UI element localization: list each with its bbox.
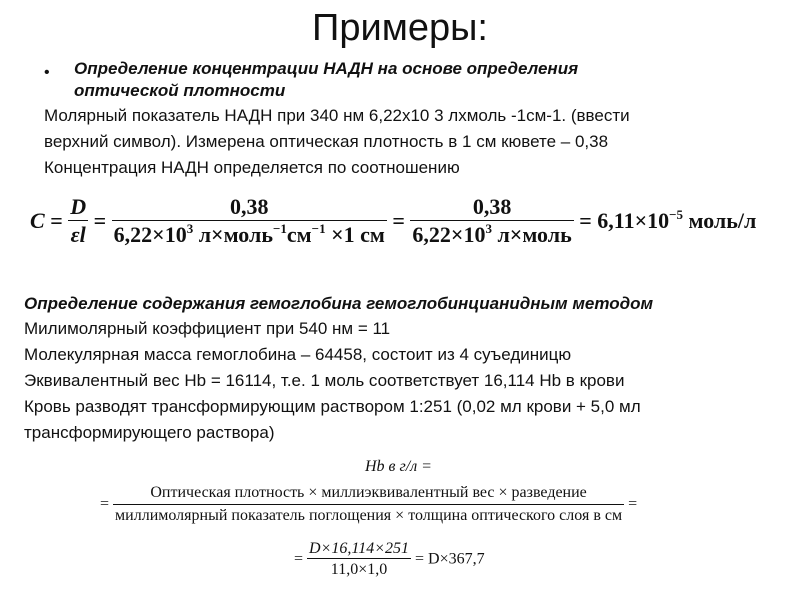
nadh-formula — [30, 194, 756, 248]
nadh-line2: верхний символ). Измерена оптическая плотность в 1 см кювете – 0,38 — [44, 132, 609, 151]
formula2-small-den: 11,0×1,0 — [307, 558, 411, 579]
formula2-big-den: миллимолярный показатель поглощения × толщина оптического слоя в см — [113, 504, 624, 525]
formula2-small-num: D×16,114×251 — [309, 540, 409, 557]
f1-frac2-exp: 3 — [186, 221, 194, 236]
formula1-eq2: = — [93, 208, 107, 233]
bullet-icon: • — [44, 64, 50, 81]
f1-frac3-unit: л×моль — [491, 222, 572, 247]
f1-frac2-unit1: л×моль — [193, 222, 273, 247]
formula1-frac2-num: 0,38 — [230, 194, 269, 219]
f1-frac2-unit2: см — [286, 222, 312, 247]
formula1-eq: = — [50, 208, 63, 233]
hb-line2: Молекулярная масса гемоглобина – 64458, состоит из 4 суъединицю — [24, 345, 572, 364]
hb-heading: Определение содержания гемоглобина гемоглобинцианидным методом — [24, 294, 654, 313]
formula1-lhs: C — [30, 208, 45, 233]
hb-line3: Эквивалентный вес Hb = 16114, т.е. 1 моль соответствует 16,114 Hb в крови — [24, 371, 625, 390]
formula1-result — [597, 208, 756, 233]
nadh-heading-line1: Определение концентрации НАДН на основе определения — [74, 59, 579, 78]
f1-result-base: 6,11×10 — [597, 208, 670, 233]
formula1-frac3 — [410, 194, 573, 248]
f1-frac2-exp3: −1 — [311, 221, 326, 236]
formula2-eq: = — [100, 495, 110, 513]
formula2-result: = D×367,7 — [415, 550, 485, 568]
nadh-line3: Концентрация НАДН определяется по соотношению — [44, 158, 460, 177]
formula1-frac2 — [112, 194, 387, 248]
formula2-eq2: = — [294, 550, 304, 568]
f1-frac2-exp2: −1 — [272, 221, 287, 236]
hb-line4: Кровь разводят трансформирующим раствором 1:251 (0,02 мл крови + 5,0 мл — [24, 397, 641, 416]
formula1-frac1 — [68, 194, 88, 248]
formula2-big-num: Оптическая плотность × миллиэквивалентный вес × разведение — [150, 484, 587, 501]
f1-frac3-exp: 3 — [485, 221, 492, 236]
hb-line1: Милимолярный коэффициент при 540 нм = 11 — [24, 319, 391, 338]
formula2-small-fraction — [307, 540, 411, 579]
formula1-frac1-num: D — [70, 194, 87, 219]
formula1-eq3: = — [392, 208, 405, 233]
f1-frac2-tail: ×1 см — [325, 222, 385, 247]
formula2-small-row — [294, 540, 485, 579]
formula1-frac3-num: 0,38 — [472, 194, 512, 219]
formula2-big-fraction — [113, 484, 624, 525]
hb-line5: трансформирующего раствора) — [24, 423, 275, 442]
formula1-eq4: = — [579, 208, 592, 233]
nadh-line1: Молярный показатель НАДН при 340 нм 6,22х10 3 лхмоль -1см-1. (ввести — [44, 106, 630, 125]
formula1-frac1-den: εl — [68, 220, 88, 248]
formula2-big-fraction-row — [100, 484, 637, 525]
nadh-heading-line2: оптической плотности — [74, 81, 286, 100]
f1-frac3-base: 6,22×10 — [412, 222, 486, 247]
f1-frac2-base: 6,22×10 — [113, 222, 187, 247]
formula2-lhs: Hb в г/л = — [365, 458, 432, 475]
formula1-frac2-den — [112, 220, 387, 248]
formula1-frac3-den — [410, 220, 573, 248]
f1-result-unit: моль/л — [683, 208, 757, 233]
slide-title: Примеры: — [312, 7, 488, 49]
f1-result-exp: −5 — [669, 207, 684, 222]
formula2-eq-right: = — [628, 495, 638, 513]
